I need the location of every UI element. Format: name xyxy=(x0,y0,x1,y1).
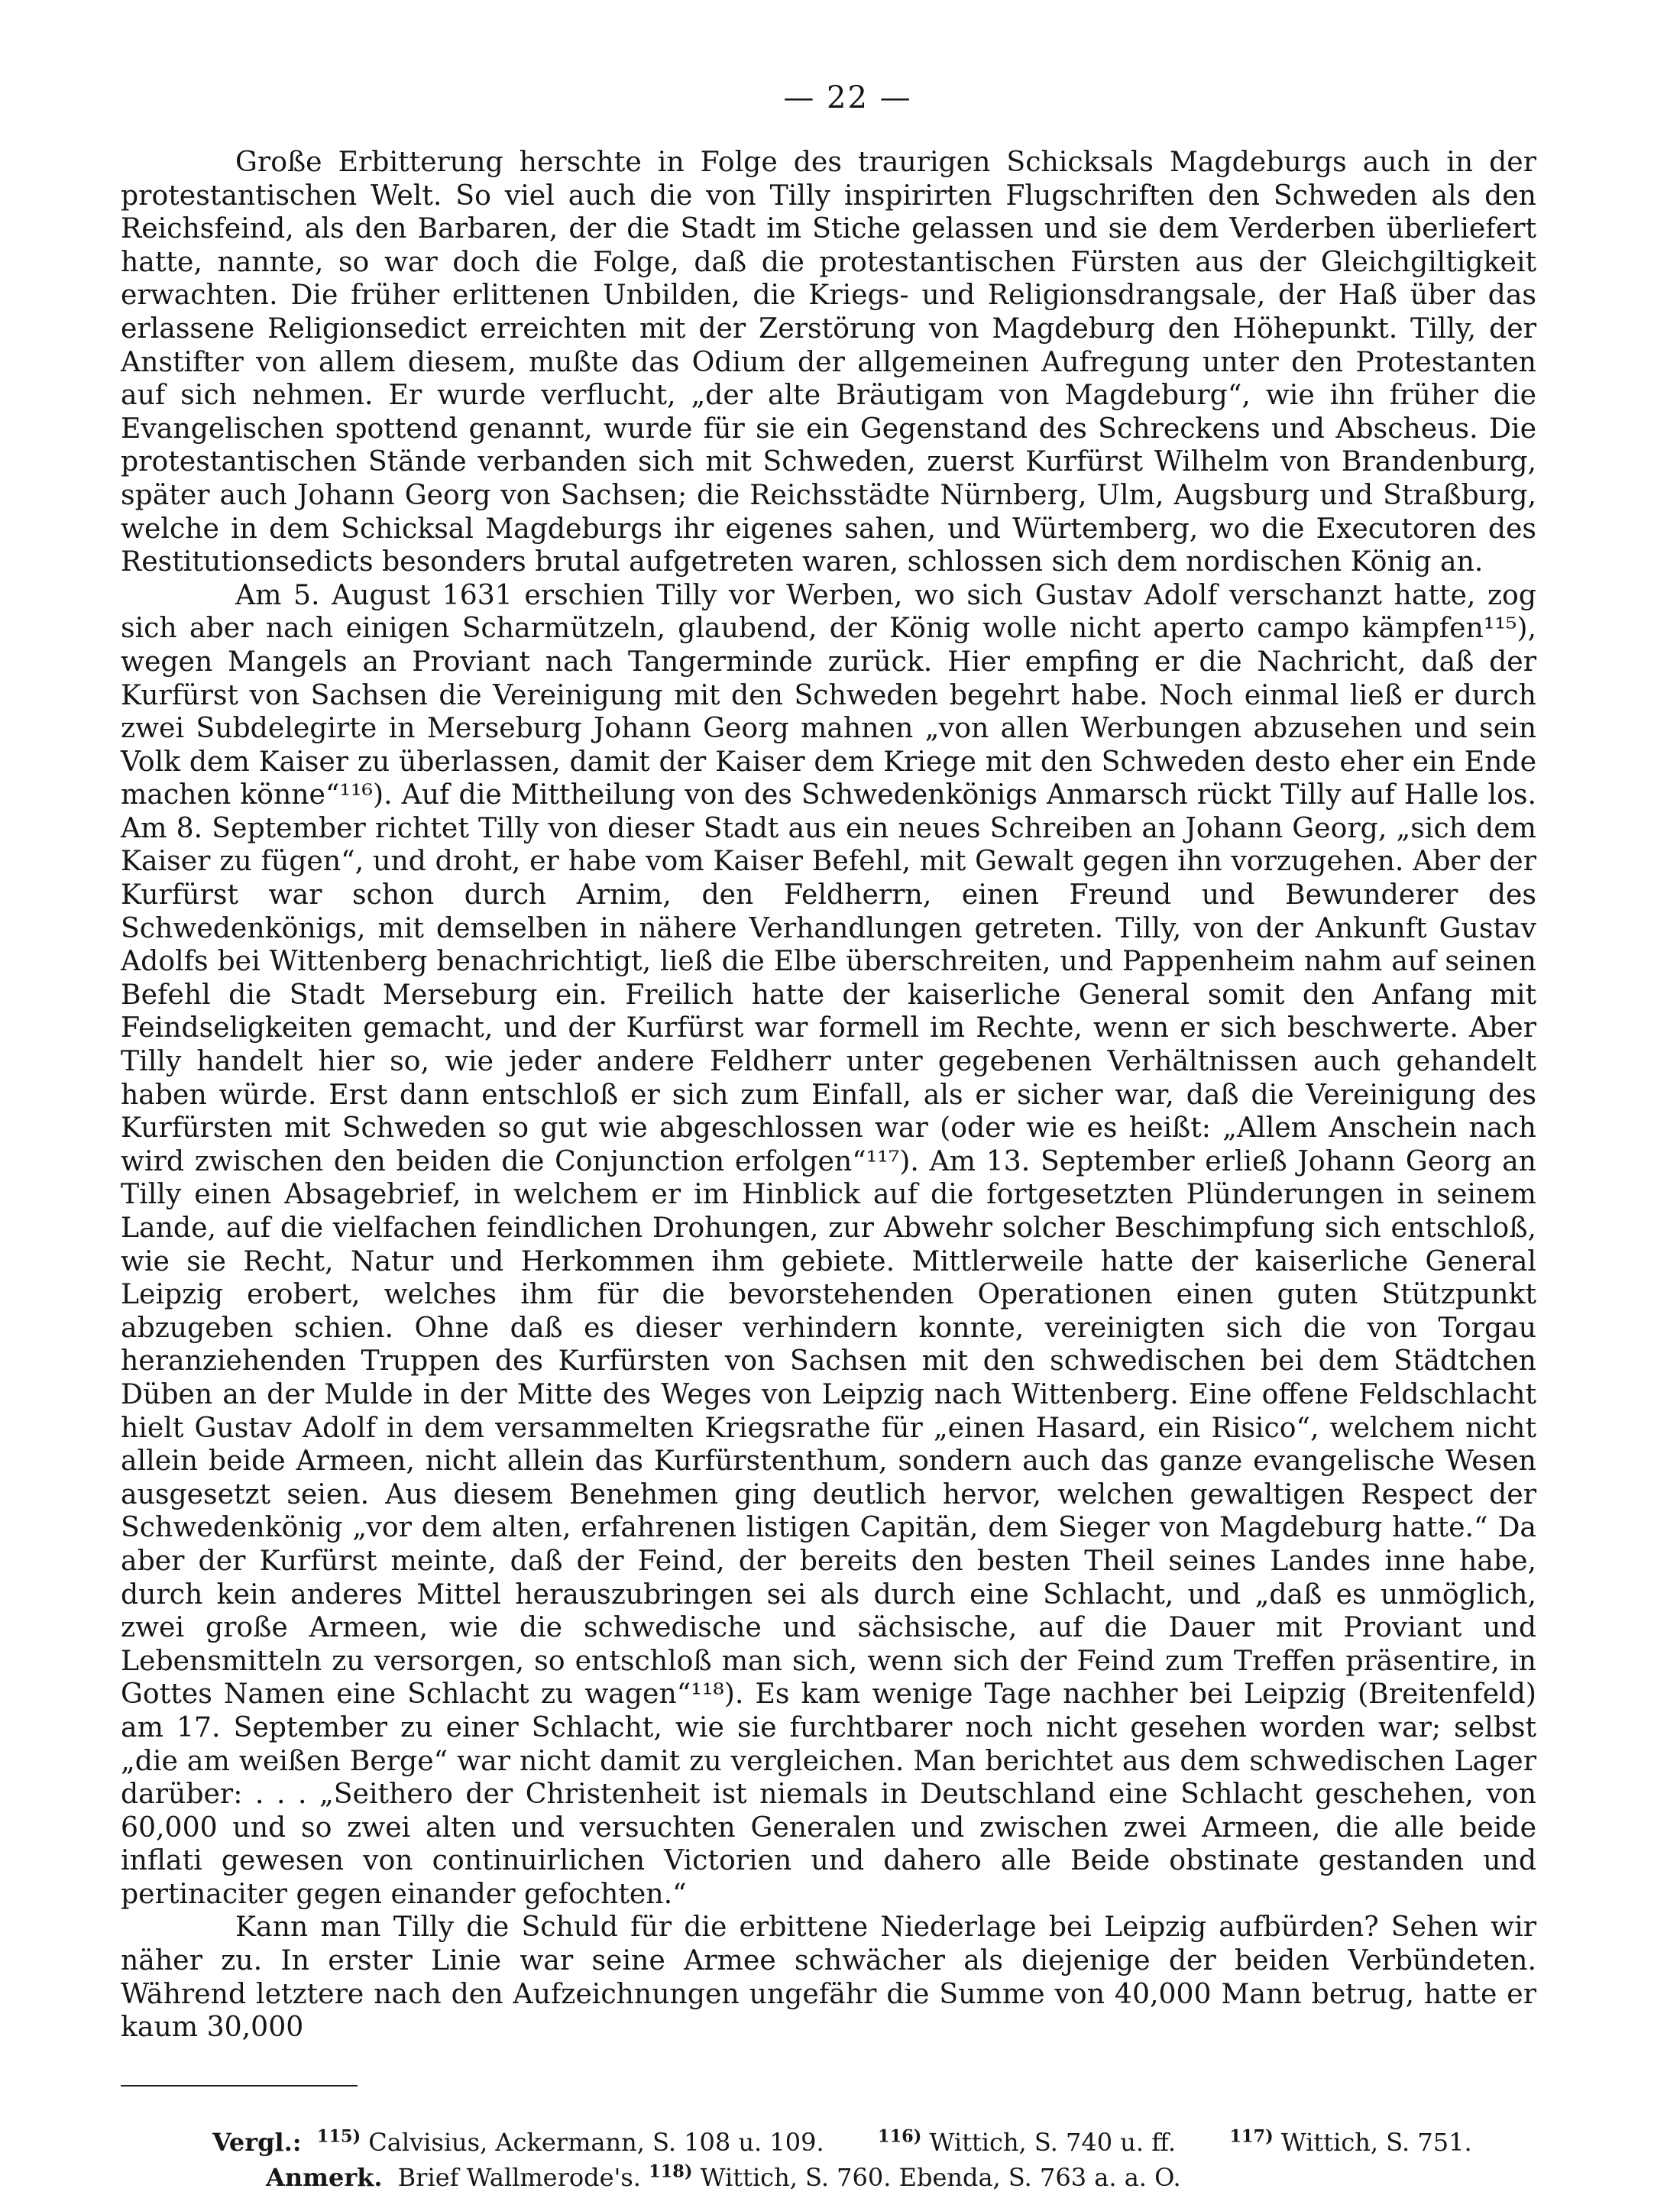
footnote-number: 116) xyxy=(877,2126,922,2147)
paragraph-2: Am 5. August 1631 erschien Tilly vor Werben, wo sich Gustav Adolf verschanzt hatte, zog sich aber nach einigen Scharmützeln, glaubend, der König wolle nicht aperto campo kämpfen¹¹⁵), wegen Mangels an Proviant nach Tangerminde zurück. Hier empfing er die Nachricht, daß der Kurfürst von Sachsen die Vereinigung mit den Schweden begehrt habe. Noch einmal ließ er durch zwei Subdelegirte in Merseburg Johann Georg mahnen „von allen Werbungen abzusehen und sein Volk dem Kaiser zu überlassen, damit der Kaiser dem Kriege mit den Schweden desto eher ein Ende machen könne“¹¹⁶). Auf die Mittheilung von des Schwedenkönigs Anmarsch rückt Tilly auf Halle los. Am 8. September richtet Tilly von dieser Stadt aus ein neues Schreiben an Johann Georg, „sich dem Kaiser zu fügen“, und droht, er habe vom Kaiser Befehl, mit Gewalt gegen ihn vorzugehen. Aber der Kurfürst war schon durch Arnim, den Feldherrn, einen Freund und Bewunderer des Schwedenkönigs, mit demselben in nähere Verhandlungen getreten. Tilly, von der Ankunft Gustav Adolfs bei Wittenberg benachrichtigt, ließ die Elbe überschreiten, und Pappenheim nahm auf seinen Befehl die Stadt Merseburg ein. Freilich hatte der kaiserliche General somit den Anfang mit Feindseligkeiten gemacht, und der Kurfürst war formell im Rechte, wenn er sich beschwerte. Aber Tilly handelt hier so, wie jeder andere Feldherr unter gegebenen Verhältnissen auch gehandelt haben würde. Erst dann entschloß er sich zum Einfall, als er sicher war, daß die Vereinigung des Kurfürsten mit Schweden so gut wie abgeschlossen war (oder wie es heißt: „Allem Anschein nach wird zwischen den beiden die Conjunction erfolgen“¹¹⁷). Am 13. September erließ Johann Georg an Tilly einen Absagebrief, in welchem er im Hinblick auf die fortgesetzten Plünderungen in seinem Lande, auf die vielfachen feindlichen Drohungen, zur Abwehr solcher Beschimpfung sich entschloß, wie sie Recht, Natur und Herkommen ihm gebiete. Mittlerweile hatte der kaiserliche General Leipzig erobert, welches ihm für die bevorstehenden Operationen einen guten Stützpunkt abzugeben schien. Ohne daß es dieser verhindern konnte, vereinigten sich die von Torgau heranziehenden Truppen des Kurfürsten von Sachsen mit den schwedischen bei dem Städtchen Düben an der Mulde in der Mitte des Weges von Leipzig nach Wittenberg. Eine offene Feldschlacht hielt Gustav Adolf in dem versammelten Kriegsrathe für „einen Hasard, ein Risico“, welchem nicht allein beide Armeen, nicht allein das Kurfürstenthum, sondern auch das ganze evangelische Wesen ausgesetzt seien. Aus diesem Benehmen ging deutlich hervor, welchen gewaltigen Respect der Schwedenkönig „vor dem alten, erfahrenen listigen Capitän, dem Sieger von Magdeburg hatte.“ Da aber der Kurfürst meinte, daß der Feind, der bereits den besten Theil seines Landes inne habe, durch kein anderes Mittel herauszubringen sei als durch eine Schlacht, und „daß es unmöglich, zwei große Armeen, wie die schwedische und sächsische, auf die Dauer mit Proviant und Lebensmitteln zu versorgen, so entschloß man sich, wenn sich der Feind zum Treffen präsentire, in Gottes Namen eine Schlacht zu wagen“¹¹⁸). Es kam wenige Tage nachher bei Leipzig (Breitenfeld) am 17. September zu einer Schlacht, wie sie furchtbarer noch nicht gesehen worden war; selbst „die am weißen Berge“ war nicht damit zu vergleichen. Man berichtet aus dem schwedischen Lager darüber: . . . „Seithero der Christenheit ist niemals in Deutschland eine Schlacht geschehen, von 60,000 und so zwei alten und versuchten Generalen und zwischen zwei Armeen, die alle beide inflati gewesen von continuirlichen Victorien und dahero alle Beide obstinate gestanden und pertinaciter gegen einander gefochten.“ xyxy=(121,578,1536,1910)
footnote-text: Calvisius, Ackermann, S. 108 u. 109. xyxy=(368,2127,824,2157)
footnote-number: 115) xyxy=(316,2126,361,2147)
footnote-text: Wittich, S. 760. Ebenda, S. 763 a. a. O. xyxy=(700,2162,1181,2192)
footnote-divider xyxy=(121,2085,358,2087)
paragraph-1: Große Erbitterung herschte in Folge des traurigen Schicksals Magdeburgs auch in der protestantischen Welt. So viel auch die von Tilly inspirirten Flugschriften den Schweden als den Reichsfeind, als den Barbaren, der die Stadt im Stiche gelassen und sie dem Verderben überliefert hatte, nannte, so war doch die Folge, daß die protestantischen Fürsten aus der Gleichgiltigkeit erwachten. Die früher erlittenen Unbilden, die Kriegs- und Religionsdrangsale, der Haß über das erlassene Religionsedict erreichten mit der Zerstörung von Magdeburg den Höhepunkt. Tilly, der Anstifter von allem diesem, mußte das Odium der allgemeinen Aufregung unter den Protestanten auf sich nehmen. Er wurde verflucht, „der alte Bräutigam von Magdeburg“, wie ihn früher die Evangelischen spottend genannt, wurde für sie ein Gegenstand des Schreckens und Abscheus. Die protestantischen Stände verbanden sich mit Schweden, zuerst Kurfürst Wilhelm von Brandenburg, später auch Johann Georg von Sachsen; die Reichsstädte Nürnberg, Ulm, Augsburg und Straßburg, welche in dem Schicksal Magdeburgs ihr eigenes sahen, und Würtemberg, wo die Executoren des Restitutionsedicts besonders brutal aufgetreten waren, schlossen sich dem nordischen König an. xyxy=(121,145,1536,578)
footnote-text: Wittich, S. 740 u. ff. xyxy=(929,2127,1176,2157)
footnote-number: 117) xyxy=(1229,2126,1274,2147)
footnote-row-2 xyxy=(212,2160,1536,2195)
footnote-text: Wittich, S. 751. xyxy=(1280,2127,1472,2157)
paragraph-3: Kann man Tilly die Schuld für die erbittene Niederlage bei Leipzig aufbürden? Sehen wir näher zu. In erster Linie war seine Armee schwächer als diejenige der beiden Verbündeten. Während letztere nach den Aufzeichnungen ungefähr die Summe von 40,000 Mann betrug, hatte er kaum 30,000 xyxy=(121,1910,1536,2044)
footnote-label-anmerk: Anmerk. xyxy=(266,2162,383,2192)
footnotes xyxy=(121,2125,1536,2195)
body-text xyxy=(121,145,1536,2044)
page-number: — 22 — xyxy=(783,80,912,115)
footnote-label-vergl: Vergl.: xyxy=(212,2127,302,2157)
footnote-number: 118) xyxy=(649,2161,693,2182)
footnote-text: Brief Wallmerode's. xyxy=(397,2162,641,2192)
